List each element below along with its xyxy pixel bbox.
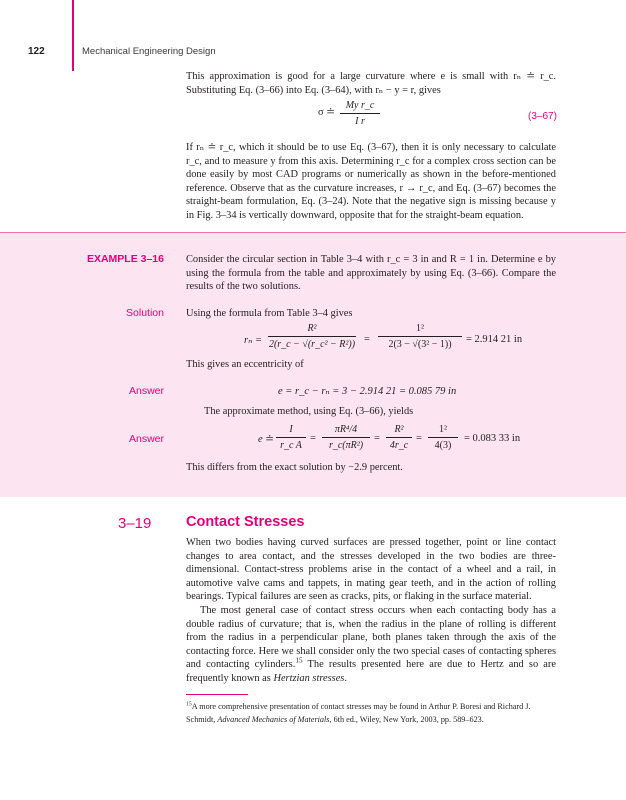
e2-f1-numerator: I <box>289 424 293 435</box>
intro-paragraph-2: If rₙ ≐ r_c, which it should be to use Eq. (3–67), then it is only necessary to calculate r_c, and to measure y from this axis. Determining r_c for a complex cross section can be done easily by most CAD programs or numerically as shown in the before-mentioned reference. Observe that as the curvature increases, r → r_c, and Eq. (3–67) becomes the straight-beam formulation, Eq. (3–24). Note that the negative sign is missing because y in Fig. 3–34 is vertically downward, opposite that for the straight-beam equation. <box>186 142 556 221</box>
rn-fraction-1 <box>268 323 356 350</box>
e2-f3-numerator: R² <box>394 424 404 435</box>
e2-lhs: e ≐ <box>258 434 275 445</box>
section-paragraph-2 <box>186 604 556 686</box>
eq-3-67-numerator: My r_c <box>345 100 375 111</box>
fraction-bar <box>322 437 370 438</box>
solution-label: Solution <box>126 307 164 319</box>
rn-equals: = <box>364 334 370 345</box>
rn-frac2-denominator: 2(3 − √(3² − 1)) <box>388 339 452 350</box>
example-label: EXAMPLE 3–16 <box>86 253 164 265</box>
rn-frac2-numerator: 1² <box>416 323 424 334</box>
footnote-number: 15 <box>186 701 192 708</box>
eccentricity-intro: This gives an eccentricity of <box>186 359 304 370</box>
rn-frac1-denominator: 2(r_c − √(r_c² − R²)) <box>268 339 356 350</box>
e2-equals-2: = <box>374 433 380 444</box>
e2-f1-denominator: r_c A <box>280 440 302 451</box>
footnote-rule <box>186 694 248 695</box>
page-number: 122 <box>28 46 45 57</box>
answer-label-1: Answer <box>128 385 164 397</box>
e2-f3-denominator: 4r_c <box>389 440 409 451</box>
footnote-text-b: , 6th ed., Wiley, New York, 2003, pp. 589–623. <box>329 715 484 724</box>
fraction-bar <box>340 113 380 114</box>
fraction-bar <box>276 437 306 438</box>
answer-label-2: Answer <box>128 433 164 445</box>
solution-intro: Using the formula from Table 3–4 gives <box>186 308 353 319</box>
example-statement: Consider the circular section in Table 3–4 with r_c = 3 in and R = 1 in. Determine e by using the formula from the table and approximately by using Eq. (3–66). Compare the results of the two solutions. <box>186 254 556 293</box>
fraction-bar <box>268 336 356 337</box>
e2-fraction-1 <box>276 424 306 451</box>
intro-paragraph-1: This approximation is good for a large curvature where e is small with rₙ ≐ r_c. Substituting Eq. (3–66) into Eq. (3–64), with rₙ − y = r, gives <box>186 71 556 96</box>
fraction-bar <box>386 437 412 438</box>
running-head: Mechanical Engineering Design <box>82 46 216 57</box>
footnote-ref-15[interactable]: 15 <box>295 656 303 665</box>
approx-intro: The approximate method, using Eq. (3–66), yields <box>204 406 414 417</box>
rn-result: = 2.914 21 in <box>466 334 523 345</box>
e2-result: = 0.083 33 in <box>464 433 521 444</box>
e2-equals-3: = <box>416 433 422 444</box>
header-rule <box>72 0 74 71</box>
e2-fraction-2 <box>322 424 370 451</box>
footnote-text-a: A more comprehensive presentation of contact stresses may be found in Arthur P. Boresi and Richard J. Schmidt, <box>186 702 531 724</box>
section-p2-text-a: The most general case of contact stress occurs when each contacting body has a double radius of curvature; that is, when the radius in the plane of rolling is different from the radius in a perpendicular plane, both planes taken through the axis of the contacting force. Here we shall consider only the two special cases of contacting spheres and contacting cylinders. <box>186 605 556 671</box>
eq-3-67-number: (3–67) <box>528 111 557 122</box>
fraction-bar <box>428 437 458 438</box>
section-number: 3–19 <box>118 515 152 532</box>
rn-lhs: rₙ = <box>244 335 263 346</box>
e2-f2-numerator: πR⁴/4 <box>334 424 358 435</box>
example-conclusion: This differs from the exact solution by −2.9 percent. <box>186 462 403 473</box>
e2-equals-1: = <box>310 433 316 444</box>
example-top-rule <box>0 232 626 233</box>
e2-f4-denominator: 4(3) <box>434 440 452 451</box>
e2-f4-numerator: 1² <box>439 424 447 435</box>
answer-1: e = r_c − rₙ = 3 − 2.914 21 = 0.085 79 in <box>278 386 457 397</box>
section-paragraph-1: When two bodies having curved surfaces are pressed together, point or line contact changes to area contact, and the stresses developed in the two bodies are three-dimensional. Contact-stress problems arise in the contact of a wheel and a rail, in automotive valve cams and tappets, in mating gear teeth, and in the action of rolling bearings. Typical failures are seen as cracks, pits, or flaking in the surface material. <box>186 537 556 603</box>
eq-3-67-denominator: I r <box>355 116 365 127</box>
eq-3-67-fraction <box>340 100 380 127</box>
section-p2-end: . <box>344 672 347 684</box>
section-p2-italic: Hertzian stresses <box>273 672 345 684</box>
rn-fraction-2 <box>378 323 462 350</box>
section-title: Contact Stresses <box>186 514 305 530</box>
fraction-bar <box>378 336 462 337</box>
section-p2-text-b: The results presented here are due to Hertz and so are frequently known as <box>186 659 556 684</box>
eq-3-67-lhs: σ ≐ <box>318 107 336 118</box>
rn-frac1-numerator: R² <box>307 323 317 334</box>
footnote-book-title: Advanced Mechanics of Materials <box>217 715 330 724</box>
footnote <box>186 700 546 726</box>
e2-fraction-4 <box>428 424 458 451</box>
e2-fraction-3 <box>386 424 412 451</box>
e2-f2-denominator: r_c(πR²) <box>328 440 364 451</box>
